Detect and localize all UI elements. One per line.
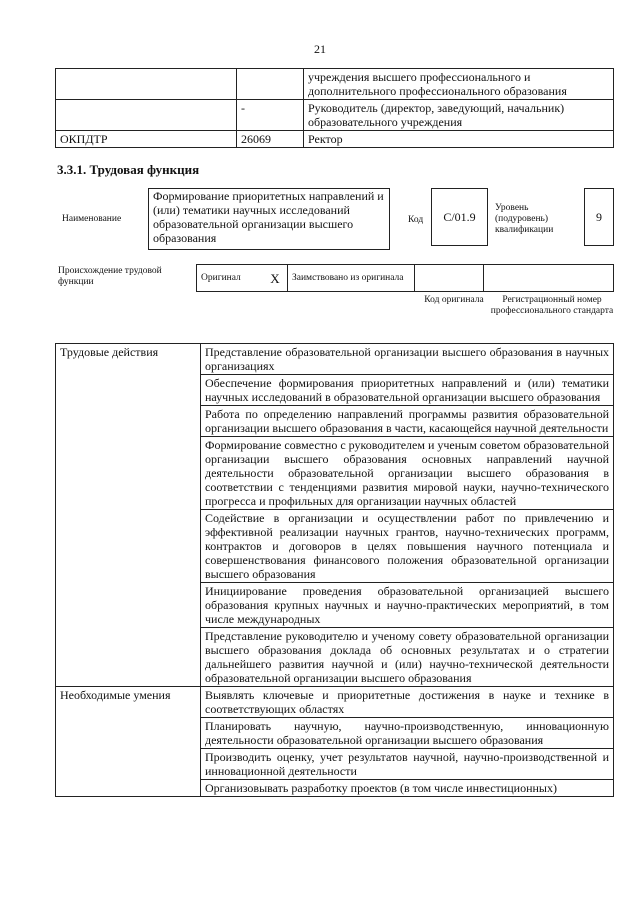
table-row [56,344,614,375]
function-details-table [55,343,614,797]
original-mark: X [263,265,288,292]
labor-action-item: Инициирование проведения образовательной организацией высшего образования крупных научных и научно-практических мероприятий, в том числе международных [201,583,614,628]
skill-item: Планировать научную, научно-производственную, инновационную деятельности образовательной организации высшего образования [201,718,614,749]
occupation-table [55,68,614,148]
table-cell: ОКПДТР [56,131,237,148]
table-cell: Руководитель (директор, заведующий, начальник) образовательного учреждения [304,100,614,131]
page-number: 21 [314,42,326,56]
table-row [56,100,614,131]
labor-actions-label: Трудовые действия [56,344,201,687]
table-cell [56,100,237,131]
function-name: Формирование приоритетных направлений и (или) тематики научных исследований образовательной организации высшего образования [148,188,390,250]
table-row [56,131,614,148]
section-title: 3.3.1. Трудовая функция [57,162,200,177]
labor-action-item: Содействие в организации и осуществлении работ по привлечению и эффективной реализации научных грантов, научно-технических программ, контрактов и договоров в целях повышения научного потенциала и совершенствования финансового положения образовательной организации высшего образования [201,510,614,583]
table-cell [56,69,237,100]
borrowed-label: Заимствовано из оригинала [288,265,415,292]
origin-reg-cell [484,265,614,292]
table-cell: Ректор [304,131,614,148]
table-cell: - [237,100,304,131]
labor-action-item: Формирование совместно с руководителем и ученым советом образовательной организации высшего образования основных направлений научной деятельности образовательной организации высшего образования в соответствии с тенденциями развития мировой науки, научно-технического прогресса и профильных для организации научных областей [201,437,614,510]
name-label: Наименование [62,214,122,224]
level-value: 9 [584,188,614,246]
origin-label: Происхождение трудовой функции [58,266,162,287]
origin-reg-caption: Регистрационный номер профессионального стандарта [490,295,614,316]
table-row [56,69,614,100]
table-row [56,687,614,718]
skill-item: Организовывать разработку проектов (в том числе инвестиционных) [201,780,614,797]
labor-action-item: Работа по определению направлений программы развития образовательной организации высшего образования в части, касающейся научной деятельности [201,406,614,437]
level-label: Уровень (подуровень) квалификации [495,203,554,235]
origin-code-caption: Код оригинала [424,295,484,305]
skill-item: Производить оценку, учет результатов научной, научно-производственной и инновационной деятельности [201,749,614,780]
labor-action-item: Обеспечение формирования приоритетных направлений и (или) тематики научных исследований в образовательной организации высшего образования [201,375,614,406]
table-cell: учреждения высшего профессионального и дополнительного профессионального образования [304,69,614,100]
original-label: Оригинал [197,265,264,292]
origin-code-cell [415,265,484,292]
skill-item: Выявлять ключевые и приоритетные достижения в науке и технике в соответствующих областях [201,687,614,718]
code-label: Код [408,215,424,225]
function-code: C/01.9 [431,188,488,246]
labor-action-item: Представление руководителю и ученому совету образовательной организации высшего образования доклада об основных результатах и о стратегии дальнейшего развития научной и (или) научно-технической деятельности образовательной организации высшего образования [201,628,614,687]
labor-action-item: Представление образовательной организации высшего образования в научных организациях [201,344,614,375]
origin-table [196,264,614,292]
table-cell: 26069 [237,131,304,148]
table-row [197,265,614,292]
skills-label: Необходимые умения [56,687,201,797]
table-cell [237,69,304,100]
